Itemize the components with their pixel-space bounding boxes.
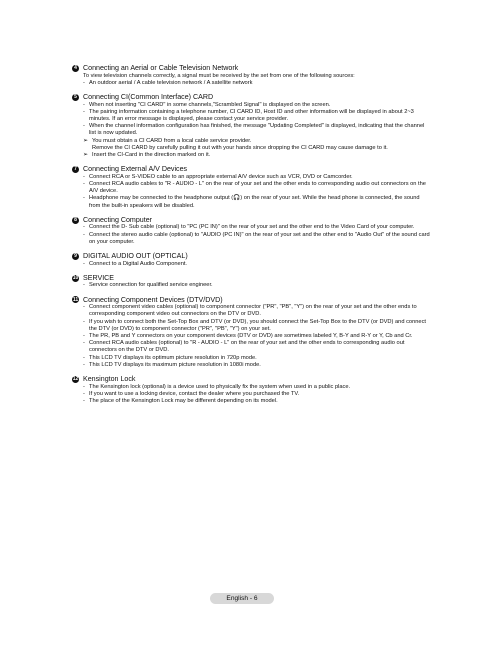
section-number-badge: 12 <box>72 376 79 383</box>
bullet-item: - The Kensington lock (optional) is a device used to physically fix the system when used in a public place. <box>83 384 432 391</box>
bullet-item: - This LCD TV displays its optimum picture resolution in 720p mode. <box>83 355 432 362</box>
page-number-label: English - 6 <box>226 595 258 602</box>
section-body <box>72 282 432 289</box>
bullet-item: - If you want to use a locking device, contact the dealer where you purchased the TV. <box>83 391 432 398</box>
section-heading <box>72 296 432 305</box>
section-number-badge: 10 <box>72 274 79 281</box>
note-text: Insert the CI-Card in the direction marked on it. <box>92 152 211 159</box>
section-title: Connecting an Aerial or Cable Television Network <box>83 64 239 72</box>
bullet-item: - Connect the stereo audio cable (optional) to "AUDIO (PC IN)" on the rear of your set and the other end to "Audio Out" of the sound card on your computer. <box>83 232 432 246</box>
bullet-item: - This LCD TV displays its maximum picture resolution in 1080i mode. <box>83 362 432 369</box>
section-heading <box>72 165 432 174</box>
section <box>72 165 432 210</box>
bullet-item: - Connect RCA or S-VIDEO cable to an appropriate external A/V device such as VCR, DVD or Camcorder. <box>83 174 432 181</box>
note-arrow-icon: ➢ <box>83 137 89 144</box>
document-page <box>72 64 432 411</box>
section <box>72 64 432 87</box>
section-number-badge: 4 <box>72 65 79 72</box>
bullet-item: - Connect to a Digital Audio Component. <box>83 261 432 268</box>
section-title: Kensington Lock <box>83 375 136 384</box>
bullet-item: - The place of the Kensington Lock may be different depending on its model. <box>83 398 432 405</box>
bullet-item: - When the channel information configuration has finished, the message "Updating Completed" is displayed, indicating that the channel list is now updated. <box>83 123 432 137</box>
section <box>72 375 432 405</box>
note-text: You must obtain a CI CARD from a local cable service provider. <box>92 137 252 144</box>
section <box>72 296 432 369</box>
section <box>72 274 432 290</box>
bullet-item: - Service connection for qualified service engineer. <box>83 282 432 289</box>
note-item <box>83 152 432 159</box>
section-body <box>72 384 432 406</box>
page-number-badge <box>210 593 274 604</box>
section-title: Connecting Computer <box>83 215 153 224</box>
bullet-item: - Headphone may be connected to the headphone output (🎧) on the rear of your set. While the head phone is connected, the sound from the built-in speakers will be disabled. <box>83 195 432 209</box>
section <box>72 252 432 268</box>
intro-text: To view television channels correctly, a signal must be received by the set from one of the following sources: <box>83 72 355 79</box>
section-heading <box>72 216 432 225</box>
bullet-item: - If you wish to connect both the Set-Top Box and DTV (or DVD), you should connect the Set-Top Box to the DTV (or DVD) and connect the DTV (or DVD) to component connector ("PR", "PB", "Y") on your set. <box>83 319 432 333</box>
note-continuation: Remove the CI CARD by carefully pulling it out with your hands since dropping the CI CARD may cause damage to it. <box>92 144 388 151</box>
section-heading <box>72 64 432 73</box>
section-body <box>72 261 432 268</box>
section-heading <box>72 252 432 261</box>
bullet-item: - The PR, PB and Y connectors on your component devices (DTV or DVD) are sometimes labeled Y, B-Y and R-Y or Y, Cb and Cr. <box>83 333 432 340</box>
section <box>72 93 432 159</box>
section-body <box>72 102 432 160</box>
section-body <box>72 174 432 210</box>
section-number-badge: 5 <box>72 94 79 101</box>
section-title: DIGITAL AUDIO OUT (OPTICAL) <box>83 252 188 261</box>
bullet-item: - Connect component video cables (optional) to component connector ("PR", "PB", "Y") on the rear of your set and the other ends to corresponding component video out connectors on the DTV or DVD. <box>83 304 432 318</box>
section-body <box>72 73 432 87</box>
section-number-badge: 8 <box>72 217 79 224</box>
section-body <box>72 304 432 369</box>
section <box>72 216 432 246</box>
bullet-item: - The pairing information containing a telephone number, CI CARD ID, Host ID and other information will be displayed in about 2~3 minutes. If an error message is displayed, please contact your service provider. <box>83 109 432 123</box>
section-number-badge: 7 <box>72 166 79 173</box>
section-heading <box>72 274 432 283</box>
section-title: Connecting CI(Common Interface) CARD <box>83 93 214 101</box>
note-item <box>83 138 432 145</box>
section-heading <box>72 93 432 102</box>
bullet-item: - When not inserting "CI CARD" in some channels,"Scrambled Signal" is displayed on the screen. <box>83 102 432 109</box>
section-number-badge: 9 <box>72 253 79 260</box>
bullet-item: - Connect RCA audio cables to "R - AUDIO - L" on the rear of your set and the other ends to corresponding audio out connectors on the A/V device. <box>83 181 432 195</box>
section-number-badge: 11 <box>72 296 79 303</box>
section-title: Connecting External A/V Devices <box>83 165 188 174</box>
note-arrow-icon: ➢ <box>83 152 89 159</box>
bullet-item: - Connect RCA audio cables (optional) to "R - AUDIO - L" on the rear of your set and the other ends to corresponding audio out connectors on the DTV or DVD. <box>83 340 432 354</box>
bullet-item: - Connect the D- Sub cable (optional) to "PC (PC IN)" on the rear of your set and the other end to the Video Card of your computer. <box>83 224 432 231</box>
section-heading <box>72 375 432 384</box>
section-title: Connecting Component Devices (DTV/DVD) <box>83 295 223 304</box>
section-title: SERVICE <box>83 273 115 282</box>
bullet-item: - An outdoor aerial / A cable television network / A satellite network <box>83 80 432 87</box>
section-body <box>72 224 432 246</box>
